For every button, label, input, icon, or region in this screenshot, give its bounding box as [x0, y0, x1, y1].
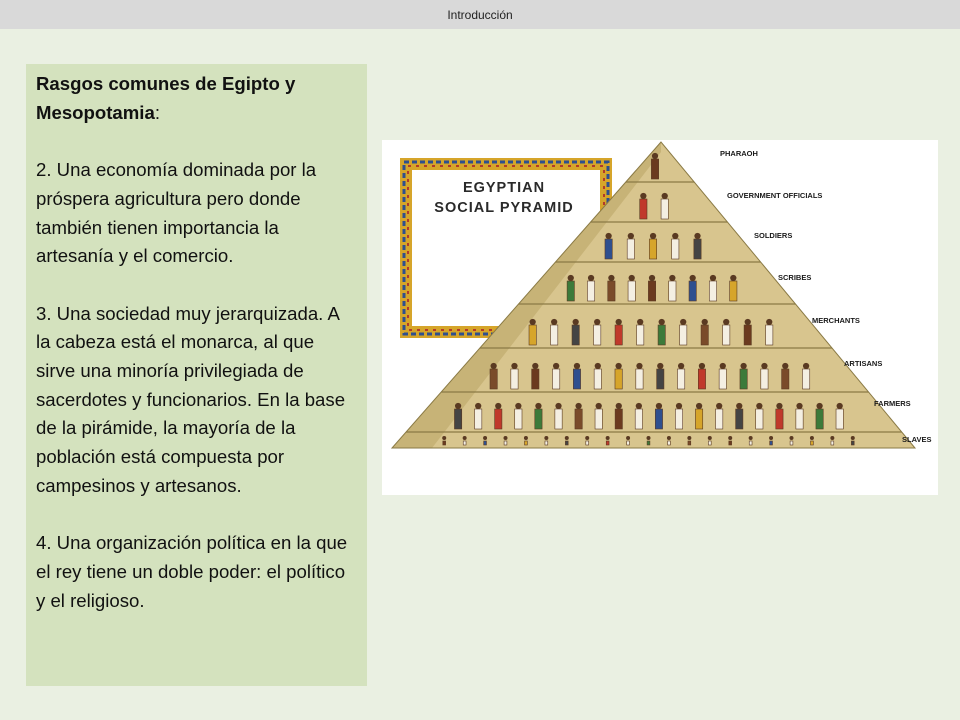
- text-point-3: 3. Una sociedad muy jerarquizada. A la cabeza está el monarca, al que sirve una minoría privilegiada de sacerdotes y funcionarios. En la base de la pirámide, la mayoría de la población está compuesta por campesinos y artesanos.: [36, 302, 346, 496]
- figure-title-line2: SOCIAL PYRAMID: [434, 200, 574, 216]
- person-figure: [672, 233, 679, 259]
- person-figure: [723, 319, 730, 345]
- person-figure: [695, 403, 702, 429]
- person-figure: [573, 363, 580, 389]
- person-figure: [555, 403, 562, 429]
- person-figure: [816, 403, 823, 429]
- person-figure: [515, 403, 522, 429]
- person-figure: [677, 363, 684, 389]
- person-figure: [511, 363, 518, 389]
- level-label-slaves: SLAVES: [902, 435, 932, 444]
- person-figure: [694, 233, 701, 259]
- egyptian-social-pyramid-image: [382, 140, 938, 495]
- person-figure: [594, 319, 601, 345]
- person-figure: [551, 319, 558, 345]
- person-figure: [782, 363, 789, 389]
- person-figure: [475, 403, 482, 429]
- person-figure: [669, 275, 676, 301]
- person-figure: [836, 403, 843, 429]
- person-figure: [766, 319, 773, 345]
- person-figure: [661, 193, 668, 219]
- person-figure: [636, 363, 643, 389]
- person-figure: [716, 403, 723, 429]
- text-point-4: 4. Una organización política en la que el rey tiene un doble poder: el político y el religioso.: [36, 532, 348, 611]
- person-figure: [608, 275, 615, 301]
- level-label-pharaoh: PHARAOH: [720, 149, 758, 158]
- slide-header-bar: [0, 0, 960, 29]
- slide-section-title: Introducción: [447, 7, 513, 22]
- person-figure: [651, 153, 658, 179]
- figure-title-line1: EGYPTIAN: [462, 180, 546, 196]
- person-figure: [567, 275, 574, 301]
- person-figure: [756, 403, 763, 429]
- person-figure: [627, 233, 634, 259]
- person-figure: [796, 403, 803, 429]
- person-figure: [649, 233, 656, 259]
- text-point-2: 2. Una economía dominada por la próspera agricultura pero donde también tienen importancia la artesanía y el comercio.: [36, 159, 317, 267]
- person-figure: [605, 233, 612, 259]
- person-figure: [490, 363, 497, 389]
- level-label-government-officials: GOVERNMENT OFFICIALS: [727, 191, 823, 200]
- person-figure: [658, 319, 665, 345]
- level-label-soldiers: SOLDIERS: [754, 231, 793, 240]
- person-figure: [615, 403, 622, 429]
- text-heading: [36, 70, 357, 127]
- level-label-farmers: FARMERS: [874, 399, 911, 408]
- pyramid-illustration: [382, 140, 938, 495]
- person-figure: [709, 275, 716, 301]
- person-figure: [802, 363, 809, 389]
- person-figure: [719, 363, 726, 389]
- person-figure: [635, 403, 642, 429]
- person-figure: [736, 403, 743, 429]
- person-figure: [552, 363, 559, 389]
- person-figure: [701, 319, 708, 345]
- person-figure: [532, 363, 539, 389]
- person-figure: [657, 363, 664, 389]
- person-figure: [689, 275, 696, 301]
- person-figure: [575, 403, 582, 429]
- person-figure: [655, 403, 662, 429]
- level-label-scribes: SCRIBES: [778, 273, 812, 282]
- person-figure: [637, 319, 644, 345]
- person-figure: [535, 403, 542, 429]
- person-figure: [594, 363, 601, 389]
- person-figure: [761, 363, 768, 389]
- person-figure: [730, 275, 737, 301]
- person-figure: [595, 403, 602, 429]
- person-figure: [740, 363, 747, 389]
- person-figure: [648, 275, 655, 301]
- person-figure: [628, 275, 635, 301]
- person-figure: [495, 403, 502, 429]
- person-figure: [572, 319, 579, 345]
- level-label-merchants: MERCHANTS: [812, 316, 860, 325]
- person-figure: [615, 319, 622, 345]
- person-figure: [587, 275, 594, 301]
- heading-text: Rasgos comunes de Egipto y Mesopotamia: [36, 73, 296, 123]
- level-label-artisans: ARTISANS: [844, 359, 883, 368]
- person-figure: [529, 319, 536, 345]
- person-figure: [675, 403, 682, 429]
- person-figure: [698, 363, 705, 389]
- person-figure: [640, 193, 647, 219]
- text-panel: [26, 64, 367, 686]
- heading-colon: :: [154, 101, 160, 123]
- person-figure: [615, 363, 622, 389]
- person-figure: [744, 319, 751, 345]
- person-figure: [680, 319, 687, 345]
- person-figure: [454, 403, 461, 429]
- person-figure: [776, 403, 783, 429]
